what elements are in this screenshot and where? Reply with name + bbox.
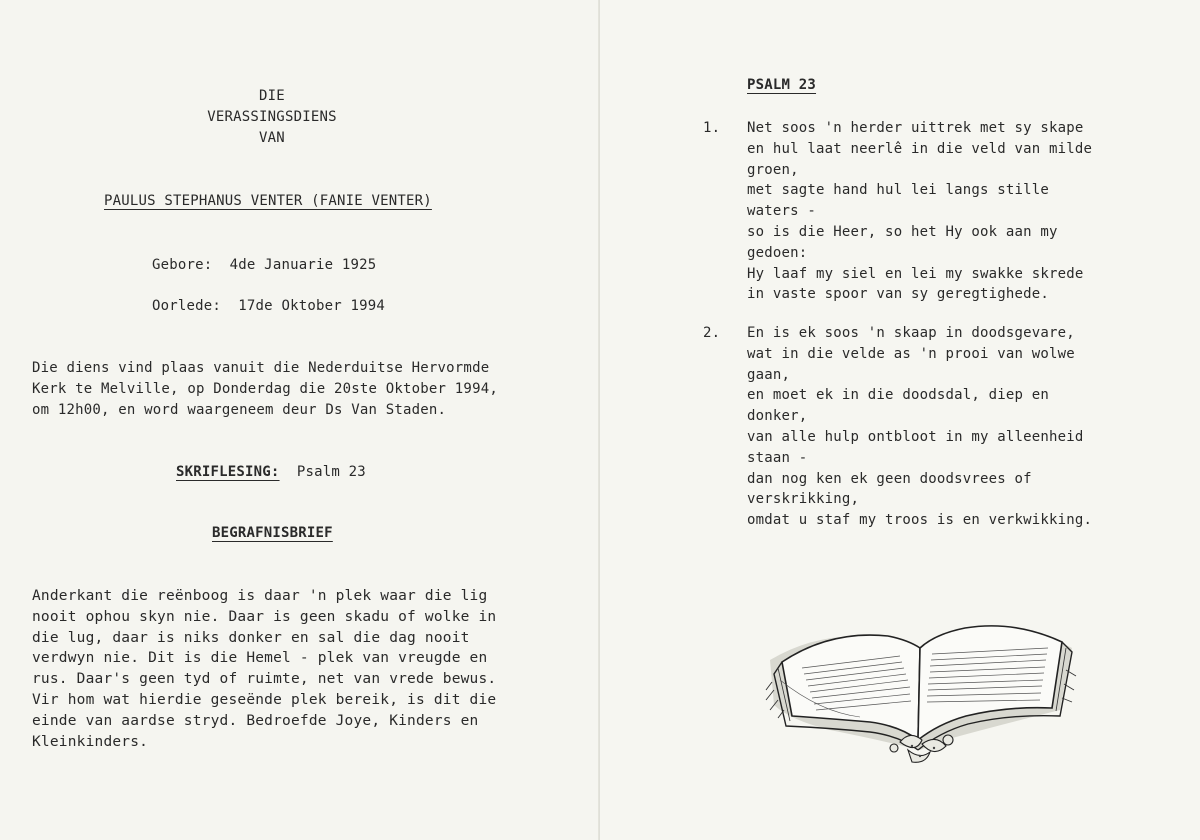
verse-number: 2. — [703, 325, 721, 341]
letter-line: nooit ophou skyn nie. Daar is geen skadu of wolke in — [32, 608, 497, 625]
service-title-line: DIE — [259, 88, 285, 104]
verse-line: in vaste spoor van sy geregtighede. — [747, 286, 1050, 303]
verse-line: gaan, — [747, 366, 791, 383]
service-title-line: VERASSINGSDIENS — [207, 109, 337, 125]
psalm-title: PSALM 23 — [747, 77, 817, 93]
letter-line: rus. Daar's geen tyd of ruimte, net van vrede bewus. — [32, 671, 497, 688]
verse-line: omdat u staf my troos is en verkwikking. — [747, 512, 1093, 529]
birth-date-row — [152, 255, 376, 276]
letter-line: Kleinkinders. — [32, 733, 149, 750]
verse-line: Net soos 'n herder uittrek met sy skape — [747, 120, 1084, 136]
verse-line: staan - — [747, 449, 808, 466]
born-date: 4de Januarie 1925 — [229, 257, 377, 273]
died-label: Oorlede: — [152, 298, 222, 314]
verse-line: gedoen: — [747, 244, 808, 261]
died-date: 17de Oktober 1994 — [238, 298, 385, 314]
service-line: Kerk te Melville, op Donderdag die 20ste Oktober 1994, — [32, 381, 498, 397]
verse-line: groen, — [747, 161, 799, 178]
verse-line: en hul laat neerlê in die veld van milde — [747, 140, 1093, 157]
verse-2 — [747, 323, 1092, 531]
funeral-letter — [32, 586, 496, 752]
verse-line: en moet ek in die doodsdal, diep en — [747, 387, 1050, 404]
verse-line: met sagte hand hul lei langs stille — [747, 182, 1050, 199]
verse-line: verskrikking, — [747, 491, 860, 508]
verse-line: wat in die velde as 'n prooi van wolwe — [747, 345, 1075, 362]
verse-1 — [747, 118, 1092, 305]
verse-line: so is die Heer, so het Hy ook aan my — [747, 223, 1058, 240]
open-bible-icon — [760, 590, 1080, 765]
service-details — [32, 358, 498, 421]
service-title — [172, 86, 372, 149]
service-title-line: VAN — [259, 130, 285, 146]
letter-line: Anderkant die reënboog is daar 'n plek waar die lig — [32, 588, 488, 604]
verse-line: dan nog ken ek geen doodsvrees of — [747, 470, 1032, 487]
service-line: om 12h00, en word waargeneem deur Ds Van Staden. — [32, 402, 447, 418]
reading-value: Psalm 23 — [296, 464, 366, 480]
deceased-name: PAULUS STEPHANUS VENTER (FANIE VENTER) — [104, 193, 432, 209]
scripture-reading — [176, 462, 366, 483]
verse-number: 1. — [703, 120, 721, 136]
funeral-letter-heading: BEGRAFNISBRIEF — [212, 525, 333, 541]
right-page — [600, 0, 1200, 840]
verse-line: van alle hulp ontbloot in my alleenheid — [747, 428, 1084, 445]
verse-line: donker, — [747, 408, 808, 425]
verse-line: waters - — [747, 203, 817, 220]
service-line: Die diens vind plaas vanuit die Nederduitse Hervormde — [32, 360, 490, 376]
letter-line: verdwyn nie. Dit is die Hemel - plek van vreugde en — [32, 650, 488, 667]
death-date-row — [152, 296, 385, 317]
born-label: Gebore: — [152, 257, 213, 273]
verse-line: En is ek soos 'n skaap in doodsgevare, — [747, 325, 1075, 341]
verse-line: Hy laaf my siel en lei my swakke skrede — [747, 265, 1084, 282]
reading-label: SKRIFLESING: — [176, 464, 280, 480]
letter-line: einde van aardse stryd. Bedroefde Joye, Kinders en — [32, 712, 479, 729]
letter-line: die lug, daar is niks donker en sal die dag nooit — [32, 629, 470, 646]
letter-line: Vir hom wat hierdie geseënde plek bereik, is dit die — [32, 691, 497, 708]
